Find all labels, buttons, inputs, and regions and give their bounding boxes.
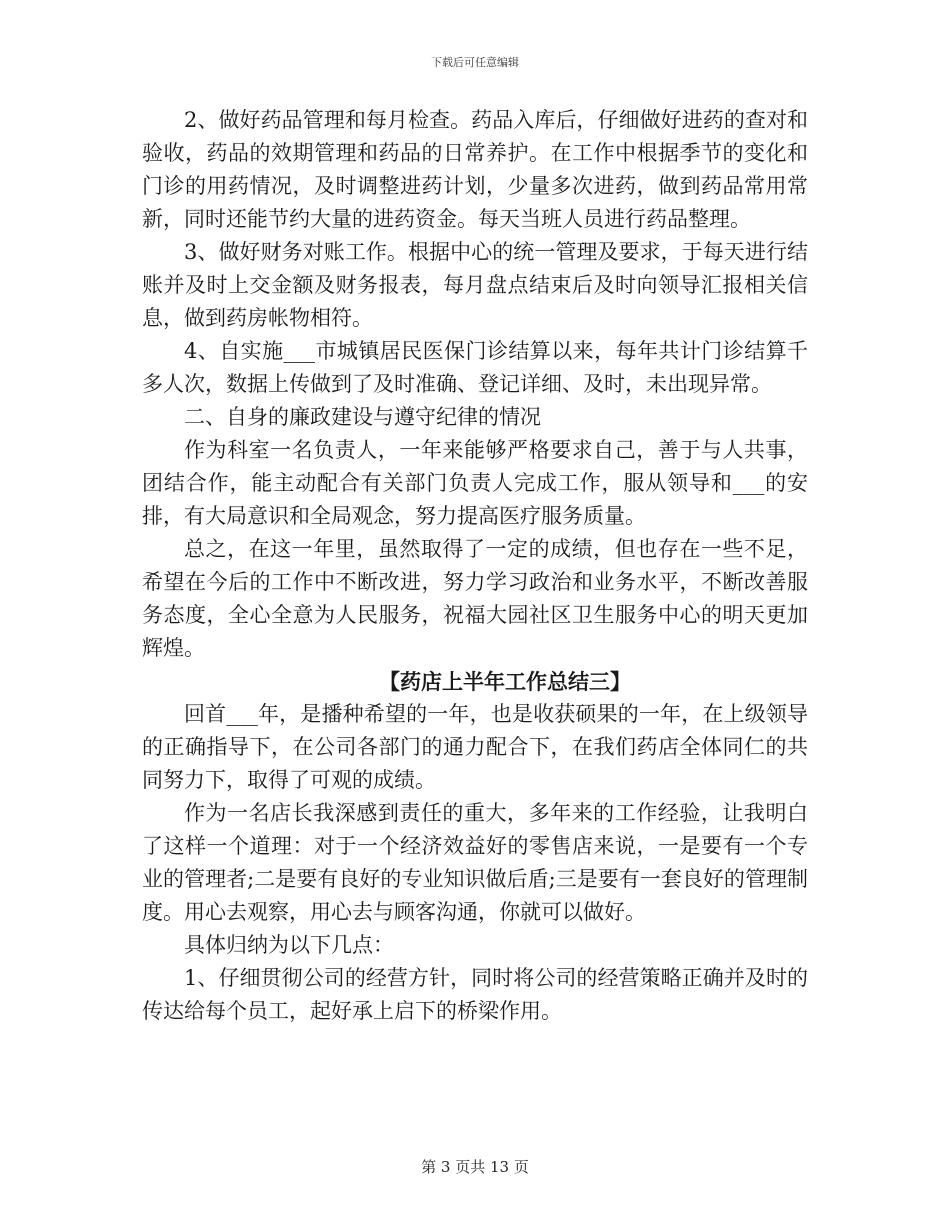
document-body: [142, 104, 808, 1028]
paragraph-conclusion: 总之，在这一年里，虽然取得了一定的成绩，但也存在一些不足，希望在今后的工作中不断改进，努力学习政治和业务水平，不断改善服务态度，全心全意为人民服务，祝福大园社区卫生服务中心的明天更加辉煌。: [142, 537, 808, 660]
section-title: 【药店上半年工作总结三】: [379, 669, 631, 694]
paragraph-department-head: 作为科室一名负责人，一年来能够严格要求自己，善于与人共事，团结合作，能主动配合有关部门负责人完成工作，服从领导和___的安排，有大局意识和全局观念，努力提高医疗服务质量。: [142, 438, 808, 528]
paragraph-finance-reconciliation: 3、做好财务对账工作。根据中心的统一管理及要求，于每天进行结账并及时上交金额及财务报表，每月盘点结束后及时向领导汇报相关信息，做到药房帐物相符。: [142, 240, 808, 330]
paragraph-insurance-settlement: 4、自实施___市城镇居民医保门诊结算以来，每年共计门诊结算千多人次，数据上传做到了及时准确、登记详细、及时，未出现异常。: [142, 339, 808, 396]
paragraph-policy-implementation: 1、仔细贯彻公司的经营方针，同时将公司的经营策略正确并及时的传达给每个员工，起好承上启下的桥梁作用。: [142, 966, 808, 1023]
paragraph-summary-intro: 具体归纳为以下几点：: [184, 933, 394, 957]
paragraph-drug-management: 2、做好药品管理和每月检查。药品入库后，仔细做好进药的查对和验收，药品的效期管理和药品的日常养护。在工作中根据季节的变化和门诊的用药情况，及时调整进药计划，少量多次进药，做到药品常用常新，同时还能节约大量的进药资金。每天当班人员进行药品整理。: [142, 108, 808, 231]
page-header: 下载后可任意编辑: [431, 56, 519, 69]
paragraph-review: 回首___年，是播种希望的一年，也是收获硕果的一年，在上级领导的正确指导下，在公司各部门的通力配合下，在我们药店全体同仁的共同努力下，取得了可观的成绩。: [142, 702, 808, 792]
paragraph-integrity-heading: 二、自身的廉政建设与遵守纪律的情况: [184, 405, 541, 429]
page-footer: 第 3 页共 13 页: [421, 1158, 529, 1176]
paragraph-store-manager: 作为一名店长我深感到责任的重大，多年来的工作经验，让我明白了这样一个道理：对于一个经济效益好的零售店来说，一是要有一个专业的管理者;二是要有良好的专业知识做后盾;三是要有一套良好的管理制度。用心去观察，用心去与顾客沟通，你就可以做好。: [142, 801, 808, 924]
